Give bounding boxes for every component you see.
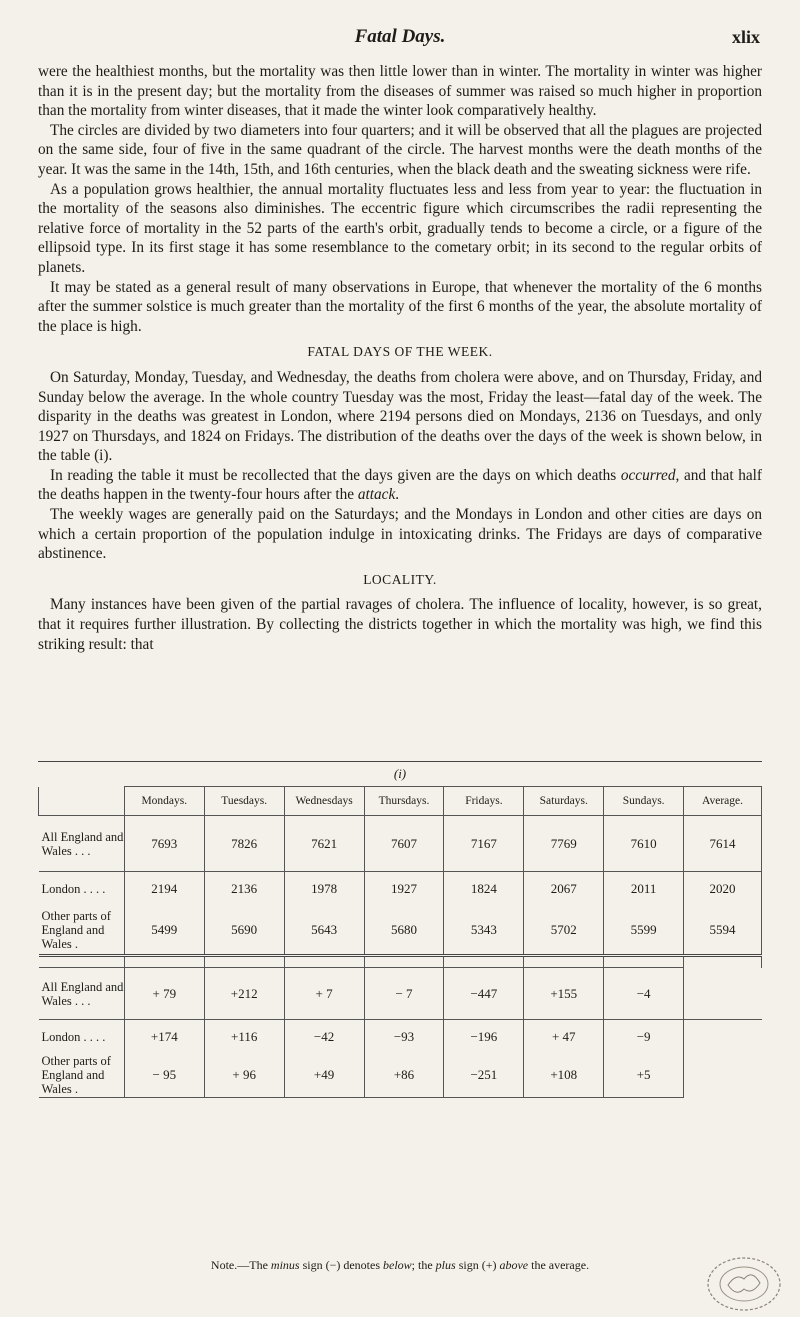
library-stamp-icon — [704, 1255, 784, 1313]
table-top-rule — [38, 761, 762, 762]
table-cell: + 96 — [204, 1054, 284, 1098]
cholera-deaths-table — [38, 786, 762, 1098]
table-note: Note.—The minus sign (−) denotes below; the plus sign (+) above the average. — [210, 1258, 590, 1272]
table-cell: 5690 — [204, 906, 284, 956]
page-header — [38, 26, 762, 52]
paragraph: The circles are divided by two diameters into four quarters; and it will be observed that all the plagues are projected on the same side, four of five in the same quadrant of the circle. The harvest months were the death months of the year. It was the same in the 14th, 15th, and 16th centuries, when the black death and the sweating sickness were rife. — [38, 121, 762, 178]
table-cell — [684, 1054, 762, 1098]
row-label: Other parts of England and Wales . — [39, 906, 125, 956]
table-cell: 1978 — [284, 872, 364, 906]
table-row — [39, 872, 762, 906]
table-cell — [684, 968, 762, 1020]
table-cell: −196 — [444, 1020, 524, 1054]
paragraph: The weekly wages are generally paid on the Saturdays; and the Mondays in London and other cities are days on which a certain proportion of the population indulge in intoxicating drinks. The Fridays are days of comparative abstinence. — [38, 506, 762, 563]
section-heading: LOCALITY. — [363, 571, 437, 587]
table-cell: + 79 — [124, 968, 204, 1020]
column-header: Saturdays. — [524, 787, 604, 816]
table-cell: 7610 — [604, 816, 684, 872]
table-cell — [684, 1020, 762, 1054]
column-header: Thursdays. — [364, 787, 444, 816]
table-cell: 5499 — [124, 906, 204, 956]
table-cell: −93 — [364, 1020, 444, 1054]
table-cell: 5594 — [684, 906, 762, 956]
table-cell: +116 — [204, 1020, 284, 1054]
column-header: Average. — [684, 787, 762, 816]
table-cell: −4 — [604, 968, 684, 1020]
table-cell: + 7 — [284, 968, 364, 1020]
table-cell: −9 — [604, 1020, 684, 1054]
table-cell: 2194 — [124, 872, 204, 906]
table-header-row — [39, 787, 762, 816]
row-label: London . . . . — [39, 1020, 125, 1054]
table-cell: 7693 — [124, 816, 204, 872]
table-cell: 7167 — [444, 816, 524, 872]
table-row — [39, 968, 762, 1020]
column-header: Mondays. — [124, 787, 204, 816]
table-cell: −42 — [284, 1020, 364, 1054]
table-cell: +49 — [284, 1054, 364, 1098]
table-cell: − 95 — [124, 1054, 204, 1098]
paragraph: As a population grows healthier, the annual mortality fluctuates less and less from year to year: the fluctuation in the mortality of the seasons also diminishes. The eccentric figure which circumscribes the radii representing the relative force of mortality in the 52 parts of the earth's orbit, gradually tends to become a circle, or a figure of the ellipsoid type. In its first stage it has some resemblance to the cometary orbit; in its second to the regular orbits of planets. — [38, 180, 762, 276]
table-cell: 5702 — [524, 906, 604, 956]
table-cell: +108 — [524, 1054, 604, 1098]
row-label: Other parts of England and Wales . — [39, 1054, 125, 1098]
row-label: All England and Wales . . . — [39, 816, 125, 872]
column-header: Wednesdays — [284, 787, 364, 816]
table-cell: 7621 — [284, 816, 364, 872]
paragraph: In reading the table it must be recollected that the days given are the days on which deaths occurred, and that half the deaths happen in the twenty-four hours after the attack. — [38, 466, 763, 504]
table-cell: +5 — [604, 1054, 684, 1098]
column-header: Fridays. — [444, 787, 524, 816]
table-cell: 2020 — [684, 872, 762, 906]
table-cell: + 47 — [524, 1020, 604, 1054]
paragraph: Many instances have been given of the partial ravages of cholera. The influence of locality, however, is so great, that it requires further illustration. By collecting the districts together in which the mortality was high, we find this striking result: that — [38, 596, 762, 653]
table-label: (i) — [393, 766, 407, 781]
paragraph: were the healthiest months, but the mortality was then little lower than in winter. The mortality in winter was higher than it is in the present day; but the mortality from the diseases of summer was raised so much higher in proportion than the mortality from winter diseases, that it made the winter look comparatively healthy. — [38, 63, 762, 120]
table-cell: 7614 — [684, 816, 762, 872]
paragraph: It may be stated as a general result of many observations in Europe, that whenever the mortality of the 6 months after the summer solstice is much greater than the mortality of the first 6 months of the year, the absolute mortality of the place is high. — [38, 278, 762, 335]
table-cell: 1824 — [444, 872, 524, 906]
table-divider — [39, 956, 762, 968]
table-cell: 2136 — [204, 872, 284, 906]
table-cell: +155 — [524, 968, 604, 1020]
table-cell: +174 — [124, 1020, 204, 1054]
table-cell: 2011 — [604, 872, 684, 906]
table-row — [39, 1020, 762, 1054]
table-row — [39, 1054, 762, 1098]
table-cell: 5643 — [284, 906, 364, 956]
table-cell: +212 — [204, 968, 284, 1020]
table-cell: − 7 — [364, 968, 444, 1020]
table-cell: +86 — [364, 1054, 444, 1098]
row-label: All England and Wales . . . — [39, 968, 125, 1020]
table-cell: 5599 — [604, 906, 684, 956]
page-number: xlix — [731, 27, 760, 47]
table-cell: 5680 — [364, 906, 444, 956]
column-header: Tuesdays. — [204, 787, 284, 816]
paragraph: On Saturday, Monday, Tuesday, and Wednesday, the deaths from cholera were above, and on Thursday, Friday, and Sunday below the average. In the whole country Tuesday was the most, Friday the least—fatal day of the week. The disparity in the deaths was greatest in London, where 2194 persons died on Mondays, 2136 on Tuesdays, and only 1927 on Thursdays, and 1824 on Fridays. The distribution of the deaths over the days of the week is shown below, in the table (i). — [38, 368, 762, 465]
table-cell: 7769 — [524, 816, 604, 872]
table-cell: −447 — [444, 968, 524, 1020]
body-text — [38, 62, 762, 654]
table-row — [39, 816, 762, 872]
column-header: Sundays. — [604, 787, 684, 816]
row-label: London . . . . — [39, 872, 125, 906]
running-title: Fatal Days. — [354, 26, 446, 47]
table-row — [39, 906, 762, 956]
table-cell: 2067 — [524, 872, 604, 906]
table-cell: 7607 — [364, 816, 444, 872]
table-cell: 1927 — [364, 872, 444, 906]
section-heading: FATAL DAYS OF THE WEEK. — [307, 344, 493, 360]
table-cell: 7826 — [204, 816, 284, 872]
table-cell: 5343 — [444, 906, 524, 956]
table-cell: −251 — [444, 1054, 524, 1098]
